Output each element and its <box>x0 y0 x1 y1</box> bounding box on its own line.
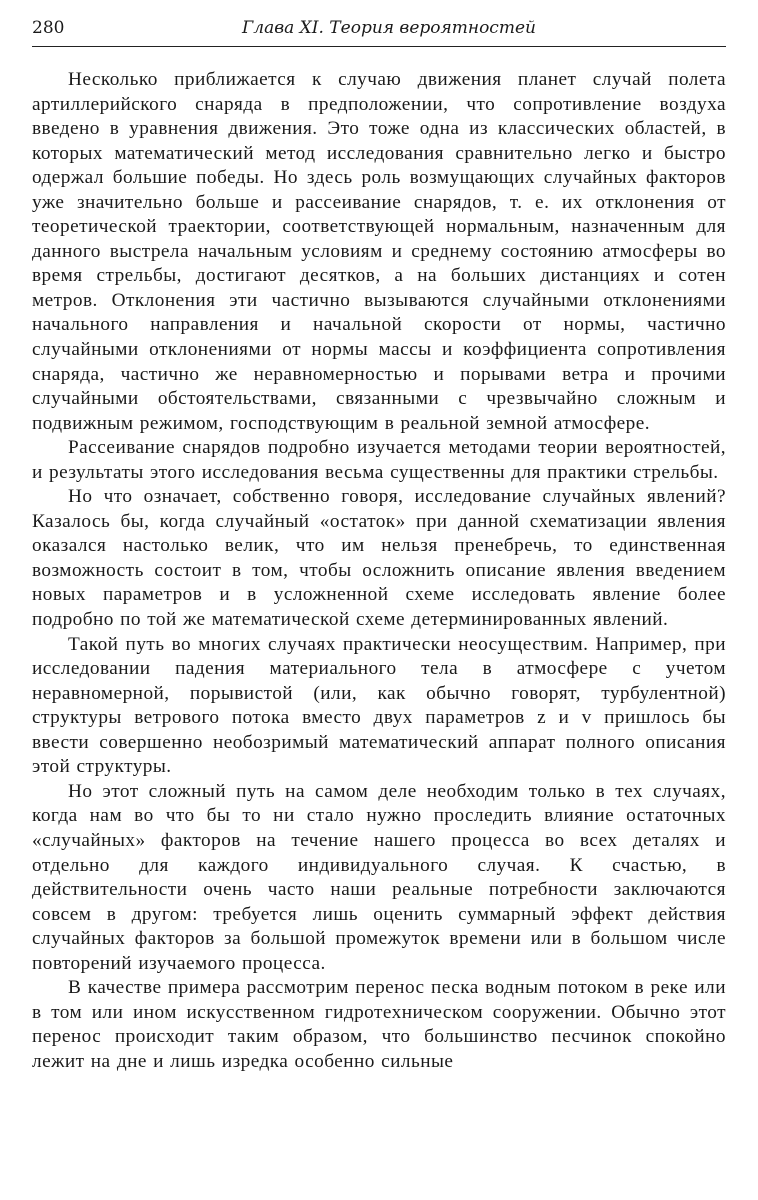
paragraph: Но что означает, собственно говоря, исследование случайных явлений? Казалось бы, когда случайный «остаток» при данной схематизации явления оказался настолько велик, что им нельзя пренебречь, то единственная возможность состоит в том, чтобы осложнить описание явления введением новых параметров и в усложненной схеме исследовать явление более подробно по той же математической схеме детерминированных явлений. <box>32 486 726 631</box>
paragraph: Такой путь во многих случаях практически неосуществим. Например, при исследовании падения материального тела в атмосфере с учетом неравномерной, порывистой (или, как обычно говорят, турбулентной) структуры ветрового потока вместо двух параметров z и v пришлось бы ввести совершенно необозримый математический аппарат полного описания этой структуры. <box>32 633 726 778</box>
body-text <box>32 68 726 1074</box>
paragraph: Несколько приближается к случаю движения планет случай полета артиллерийского снаряда в предположении, что сопротивление воздуха введено в уравнения движения. Это тоже одна из классических областей, в которых математический метод исследования сравнительно легко и быстро одержал большие победы. Но здесь роль возмущающих случайных факторов уже значительно больше и рассеивание снарядов, т. е. их отклонения от теоретической траектории, соответствующей нормальным, назначенным для данного выстрела начальным условиям и среднему состоянию атмосферы во время стрельбы, достигают десятков, а на больших дистанциях и сотен метров. Отклонения эти частично вызываются случайными отклонениями начального направления и начальной скорости от нормы, частично случайными отклонениями от нормы массы и коэффициента сопротивления снаряда, частично же неравномерностью и порывами ветра и прочими случайными обстоятельствами, связанными с чрезвычайно сложным и подвижным режимом, господствующим в реальной земной атмосфере. <box>32 69 726 434</box>
running-head <box>32 14 726 44</box>
paragraph: Рассеивание снарядов подробно изучается методами теории вероятностей, и результаты этого исследования весьма существенны для практики стрельбы. <box>32 437 726 483</box>
chapter-title: Глава XI. Теория вероятностей <box>242 18 536 38</box>
paragraph: Но этот сложный путь на самом деле необходим только в тех случаях, когда нам во что бы то ни стало нужно проследить влияние остаточных «случайных» факторов на течение нашего процесса во всех деталях и отдельно для каждого индивидуального случая. К счастью, в действительности очень часто наши реальные потребности заключаются совсем в другом: требуется лишь оценить суммарный эффект действия случайных факторов за большой промежуток времени или в большом числе повторений изучаемого процесса. <box>32 780 726 974</box>
page-number: 280 <box>32 18 65 38</box>
header-rule <box>32 46 726 47</box>
paragraph: В качестве примера рассмотрим перенос песка водным потоком в реке или в том или ином искусственном гидротехническом сооружении. Обычно этот перенос происходит таким образом, что большинство песчинок спокойно лежит на дне и лишь изредка особенно сильные <box>32 977 726 1072</box>
